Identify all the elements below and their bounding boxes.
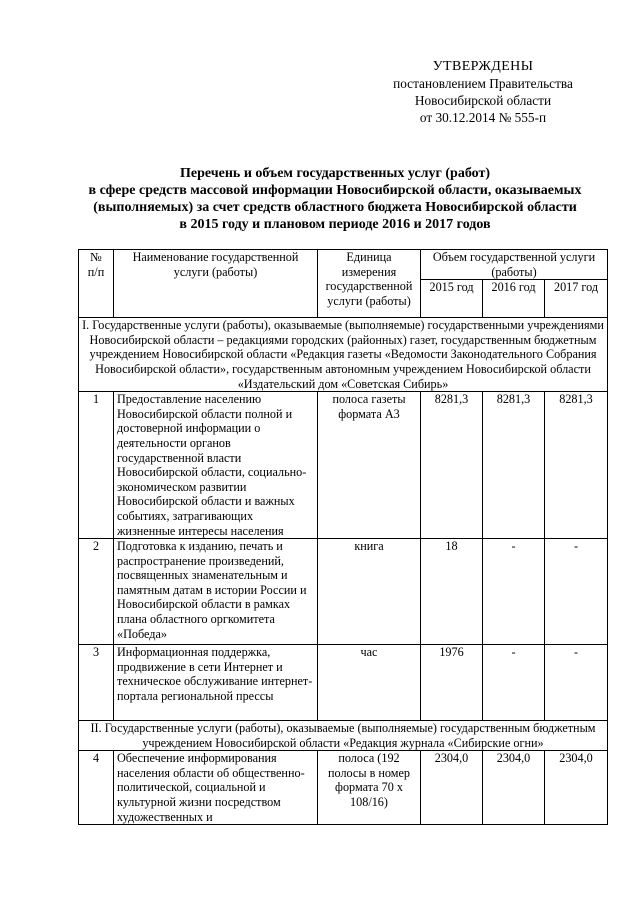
- row-value-2015: 8281,3: [421, 392, 483, 539]
- approval-line-3: от 30.12.2014 № 555-п: [419, 110, 547, 125]
- row-service-name: Предоставление населению Новосибирской области полной и достоверной информации о деятельности органов государственной власти Новосибирской области, социально-экономическом развитии Новосибирской области и важных событиях, затрагивающих жизненные интересы населения: [114, 392, 318, 539]
- row-service-name: Обеспечение информирования населения области об общественно-политической, социальной и культурной жизни посредством художественных и: [114, 751, 318, 825]
- row-unit: час: [318, 645, 421, 721]
- row-value-2015: 2304,0: [421, 751, 483, 825]
- title-line-1: Перечень и объем государственных услуг (работ): [179, 166, 491, 181]
- services-table: [78, 249, 608, 825]
- header-service-name: Наименование государственной услуги (работы): [114, 250, 318, 318]
- row-value-2016: 8281,3: [483, 392, 545, 539]
- approval-stamp: [388, 58, 578, 126]
- header-year-2015: 2015 год: [421, 280, 483, 318]
- row-value-2017: -: [545, 539, 608, 645]
- approval-title: УТВЕРЖДЕНЫ: [432, 59, 534, 74]
- header-year-2017: 2017 год: [545, 280, 608, 318]
- section-row-1: [79, 318, 608, 392]
- row-value-2017: 2304,0: [545, 751, 608, 825]
- table-row: [79, 392, 608, 539]
- row-value-2017: 8281,3: [545, 392, 608, 539]
- table-row: [79, 751, 608, 825]
- header-row: [79, 250, 608, 280]
- row-value-2016: -: [483, 645, 545, 721]
- row-unit: книга: [318, 539, 421, 645]
- title-line-4: в 2015 году и плановом периоде 2016 и 2017 годов: [179, 217, 491, 232]
- header-year-2016: 2016 год: [483, 280, 545, 318]
- approval-line-2: Новосибирской области: [414, 93, 552, 108]
- row-value-2015: 1976: [421, 645, 483, 721]
- section-1-heading: I. Государственные услуги (работы), оказываемые (выполняемые) государственными учреждениями Новосибирской области – редакциями городских (районных) газет, государственным бюджетным учреждением Новосибирской области «Редакция газеты «Ведомости Законодательного Собрания Новосибирской области», государственным автономным учреждением Новосибирской области «Издательский дом «Советская Сибирь»: [79, 318, 608, 392]
- row-number: 4: [79, 751, 114, 825]
- header-number-pp: п/п: [87, 264, 105, 279]
- section-2-heading: II. Государственные услуги (работы), оказываемые (выполняемые) государственным бюджетным учреждением Новосибирской области «Редакция журнала «Сибирские огни»: [79, 721, 608, 751]
- approval-line-1: постановлением Правительства: [393, 76, 573, 91]
- header-number: [79, 250, 114, 318]
- section-row-2: [79, 721, 608, 751]
- row-service-name: Подготовка к изданию, печать и распространение произведений, посвященных знаменательным и памятным датам в истории России и Новосибирской области в рамках плана областного оргкомитета «Победа»: [114, 539, 318, 645]
- row-number: 2: [79, 539, 114, 645]
- document-title: [68, 165, 602, 233]
- row-value-2016: -: [483, 539, 545, 645]
- row-unit: полоса (192 полосы в номер формата 70 х 108/16): [318, 751, 421, 825]
- header-volume: Объем государственной услуги (работы): [421, 250, 608, 280]
- header-unit: Единица измерения государственной услуги (работы): [318, 250, 421, 318]
- title-line-2: в сфере средств массовой информации Новосибирской области, оказываемых: [88, 183, 582, 198]
- row-value-2016: 2304,0: [483, 751, 545, 825]
- table-row: [79, 645, 608, 721]
- row-unit: полоса газеты формата А3: [318, 392, 421, 539]
- row-service-name: Информационная поддержка, продвижение в сети Интернет и техническое обслуживание интернет-портала региональной прессы: [114, 645, 318, 721]
- title-line-3: (выполняемых) за счет средств областного бюджета Новосибирской области: [93, 200, 577, 215]
- table-row: [79, 539, 608, 645]
- header-number-sign: №: [90, 250, 102, 264]
- row-value-2017: -: [545, 645, 608, 721]
- row-value-2015: 18: [421, 539, 483, 645]
- row-number: 3: [79, 645, 114, 721]
- row-number: 1: [79, 392, 114, 539]
